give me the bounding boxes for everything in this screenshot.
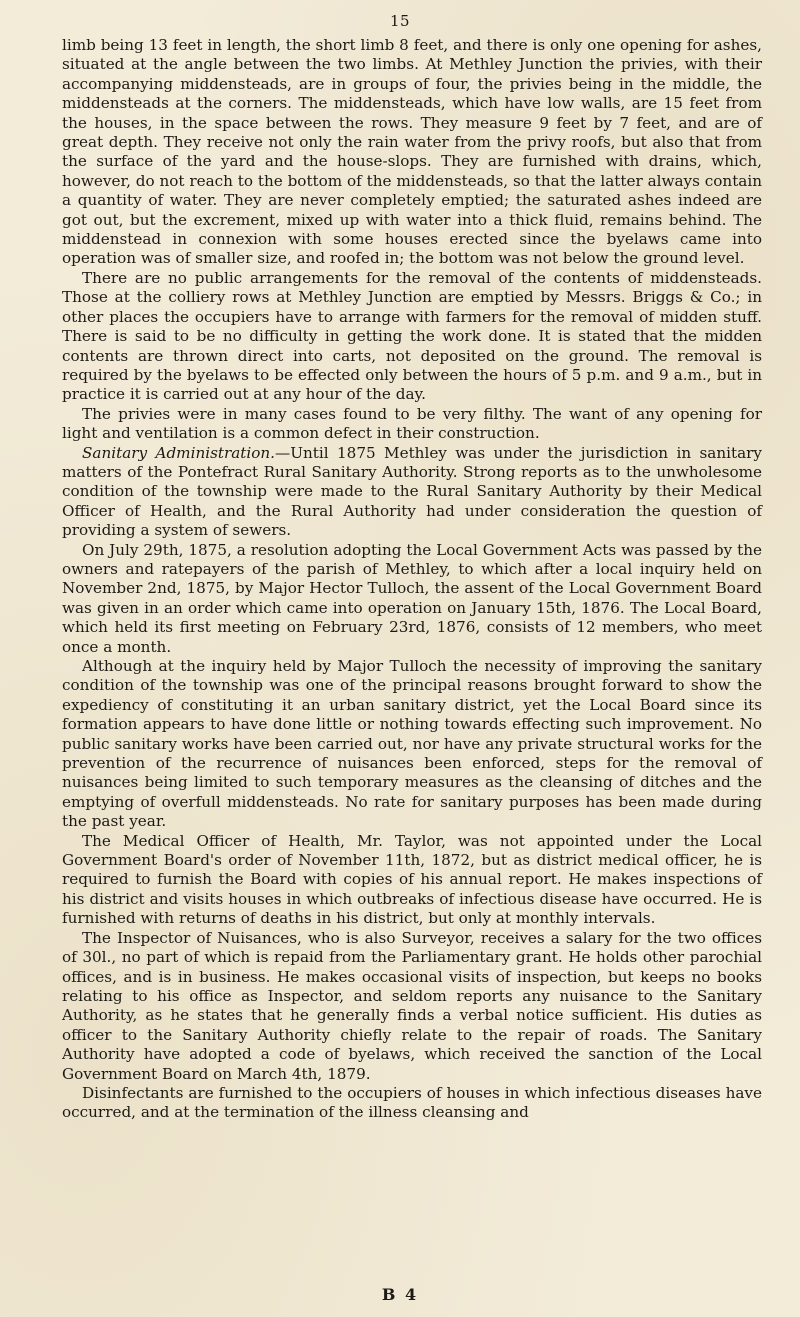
- paragraph: Although at the inquiry held by Major Tulloch the necessity of improving the sanitary condition of the township was one of the principal reasons brought forward to show the expediency of constituting it an urban sanitary district, yet the Local Board since its formation appears to have done little or nothing towards effecting such improvement. No public sanitary works have been carried out, nor have any private structural works for the prevention of the recurrence of nuisances been enforced, steps for the removal of nuisances being limited to such temporary measures as the cleansing of ditches and the emptying of overfull middensteads. No rate for sanitary purposes has been made during the past year.: [62, 657, 762, 831]
- paragraph: [62, 444, 762, 541]
- paragraph: Disinfectants are furnished to the occupiers of houses in which infectious diseases have occurred, and at the termination of the illness cleansing and: [62, 1083, 762, 1122]
- paragraph: The Inspector of Nuisances, who is also Surveyor, receives a salary for the two offices of 30l., no part of which is repaid from the Parliamentary grant. He holds other parochial offices, and is in business. He makes occasional visits of inspection, but keeps no books relating to his office as Inspector, and seldom reports any nuisance to the Sanitary Authority, as he states that he generally finds a verbal notice sufficient. His duties as officer to the Sanitary Authority chiefly relate to the repair of roads. The Sanitary Authority have adopted a code of byelaws, which received the sanction of the Local Government Board on March 4th, 1879.: [62, 928, 762, 1083]
- paragraph: On July 29th, 1875, a resolution adopting the Local Government Acts was passed by the owners and ratepayers of the parish of Methley, to which after a local inquiry held on November 2nd, 1875, by Major Hector Tulloch, the assent of the Local Government Board was given in an order which came into operation on January 15th, 1876. The Local Board, which held its first meeting on February 23rd, 1876, consists of 12 members, who meet once a month.: [62, 540, 762, 656]
- paragraph-text: —Until 1875 Methley was under the jurisdiction in sanitary matters of the Pontefract Rural Sanitary Authority. Strong reports as to the unwholesome condition of the township were made to the Rural Sanitary Authority by their Medical Officer of Health, and the Rural Authority had under consideration the question of providing a system of sewers.: [62, 443, 763, 540]
- body-text: [62, 36, 762, 1123]
- page-number: 15: [389, 12, 411, 30]
- paragraph: The Medical Officer of Health, Mr. Taylor, was not appointed under the Local Government Board's order of November 11th, 1872, but as district medical officer, he is required to furnish the Board with copies of his annual report. He makes inspections of his district and visits houses in which outbreaks of infectious disease have occurred. He is furnished with returns of deaths in his district, but only at monthly intervals.: [62, 831, 762, 928]
- paragraph: There are no public arrangements for the removal of the contents of middensteads. Those at the colliery rows at Methley Junction are emptied by Messrs. Briggs & Co.; in other places the occupiers have to arrange with farmers for the removal of midden stuff. There is said to be no difficulty in getting the work done. It is stated that the midden contents are thrown direct into carts, not deposited on the ground. The removal is required by the byelaws to be effected only between the hours of 5 p.m. and 9 a.m., but in practice it is carried out at any hour of the day.: [62, 268, 762, 404]
- section-heading: Sanitary Administration.: [82, 443, 276, 462]
- paragraph: limb being 13 feet in length, the short limb 8 feet, and there is only one opening for ashes, situated at the angle between the two limbs. At Methley Junction the privies, with their accompanying middensteads, are in groups of four, the privies being in the middle, the middensteads at the corners. The middensteads, which have low walls, are 15 feet from the houses, in the space between the rows. They measure 9 feet by 7 feet, and are of great depth. They receive not only the rain water from the privy roofs, but also that from the surface of the yard and the house-slops. They are furnished with drains, which, however, do not reach to the bottom of the middensteads, so that the latter always contain a quantity of water. They are never completely emptied; the saturated ashes indeed are got out, but the excrement, mixed up with water into a thick fluid, remains behind. The middenstead in connexion with some houses erected since the byelaws came into operation was of smaller size, and roofed in; the bottom was not below the ground level.: [62, 36, 762, 268]
- signature-mark: B 4: [381, 1285, 419, 1304]
- paragraph: The privies were in many cases found to be very filthy. The want of any opening for light and ventilation is a common defect in their construction.: [62, 404, 762, 443]
